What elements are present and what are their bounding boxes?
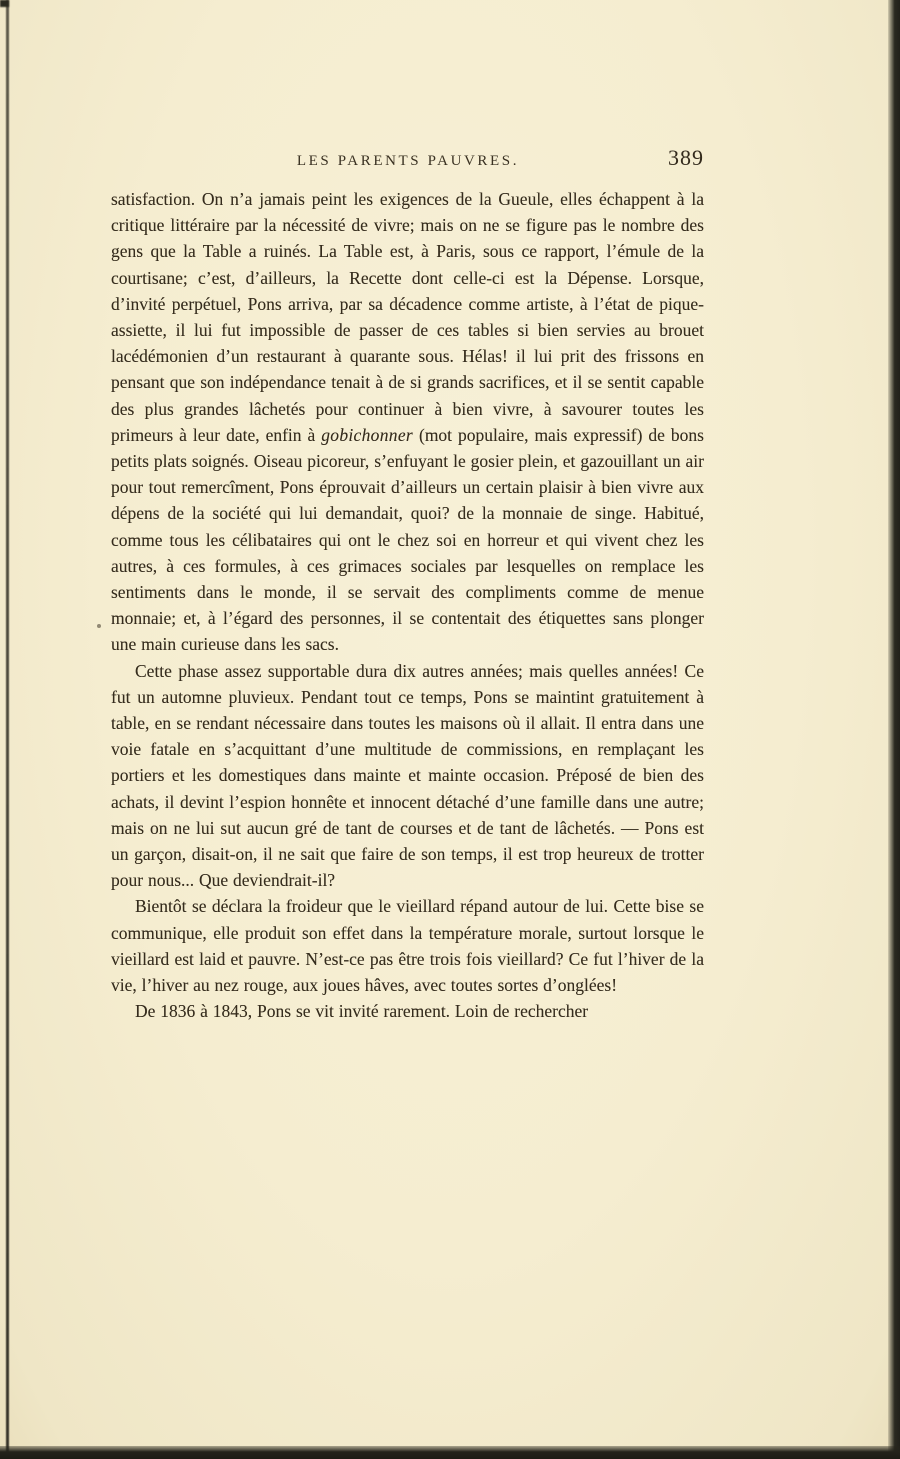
scan-edge-right [888,0,900,1459]
ink-speck [97,624,101,628]
text-block [111,186,704,1025]
scan-edge-bottom [0,1446,900,1459]
paragraph [111,893,704,998]
page-number: 389 [668,145,704,170]
running-title: LES PARENTS PAUVRES. [296,153,520,169]
text-run: Bientôt se déclara la froideur que le vieillard répand autour de lui. Cette bise se communique, elle produit son effet dans la température morale, surtout lorsque le vieillard est laid et pauvre. N’est-ce pas être trois fois vieillard? Ce fut l’hiver de la vie, l’hiver au nez rouge, aux joues hâves, avec toutes sortes d’onglées! [111,896,704,996]
paragraph [111,658,704,894]
italic-text-run: gobichonner [321,424,414,445]
text-run: satisfaction. On n’a jamais peint les exigences de la Gueule, elles échappent à la critique littéraire par la nécessité de vivre; mais on ne se figure pas le nombre des gens que la Table a ruinés. La Table est, à Paris, sous ce rapport, l’émule de la courtisane; c’est, d’ailleurs, la Recette dont celle-ci est la Dépense. Lorsque, d’invité perpétuel, Pons arriva, par sa décadence comme artiste, à l’état de pique-assiette, il lui fut impossible de passer de ces tables si bien servies au brouet lacédémonien d’un restaurant à quarante sous. Hélas! il lui prit des frissons en pensant que son indépendance tenait à de si grands sacrifices, et il se sentit capable des plus grandes lâchetés pour continuer à bien vivre, à savourer toutes les primeurs à leur date, enfin à [111,189,704,445]
paragraph [111,998,704,1024]
text-run: De 1836 à 1843, Pons se vit invité rarement. Loin de rechercher [135,1001,589,1022]
paragraph [111,186,704,658]
running-header [112,147,704,175]
text-run: (mot populaire, mais expressif) de bons petits plats soignés. Oiseau picoreur, s’enfuyant le gosier plein, et gazouillant un air pour tout remercîment, Pons éprouvait d’ailleurs un certain plaisir à bien vivre aux dépens de la société qui lui demandait, quoi? de la monnaie de singe. Habitué, comme tous les célibataires qui ont le chez soi en horreur et qui vivent chez les autres, à ces formules, à ces grimaces sociales par lesquelles on remplace les sentiments dans le monde, il se servait des compliments comme de menue monnaie; et, à l’égard des personnes, il se contentait des étiquettes sans plonger une main curieuse dans les sacs. [111,424,704,655]
scan-corner-mark [0,0,9,7]
text-run: Cette phase assez supportable dura dix autres années; mais quelles années! Ce fut un automne pluvieux. Pendant tout ce temps, Pons se maintint gratuitement à table, en se rendant nécessaire dans toutes les maisons où il allait. Il entra dans une voie fatale en s’acquittant d’une multitude de commissions, en remplaçant les portiers et les domestiques dans mainte et mainte occasion. Préposé de bien des achats, il devint l’espion honnête et innocent détaché d’une famille dans une autre; mais on ne lui sut aucun gré de tant de courses et de tant de lâchetés. — Pons est un garçon, disait-on, il ne sait que faire de son temps, il est trop heureux de trotter pour nous... Que deviendrait-il? [111,660,704,891]
scan-edge-left [6,0,9,1459]
